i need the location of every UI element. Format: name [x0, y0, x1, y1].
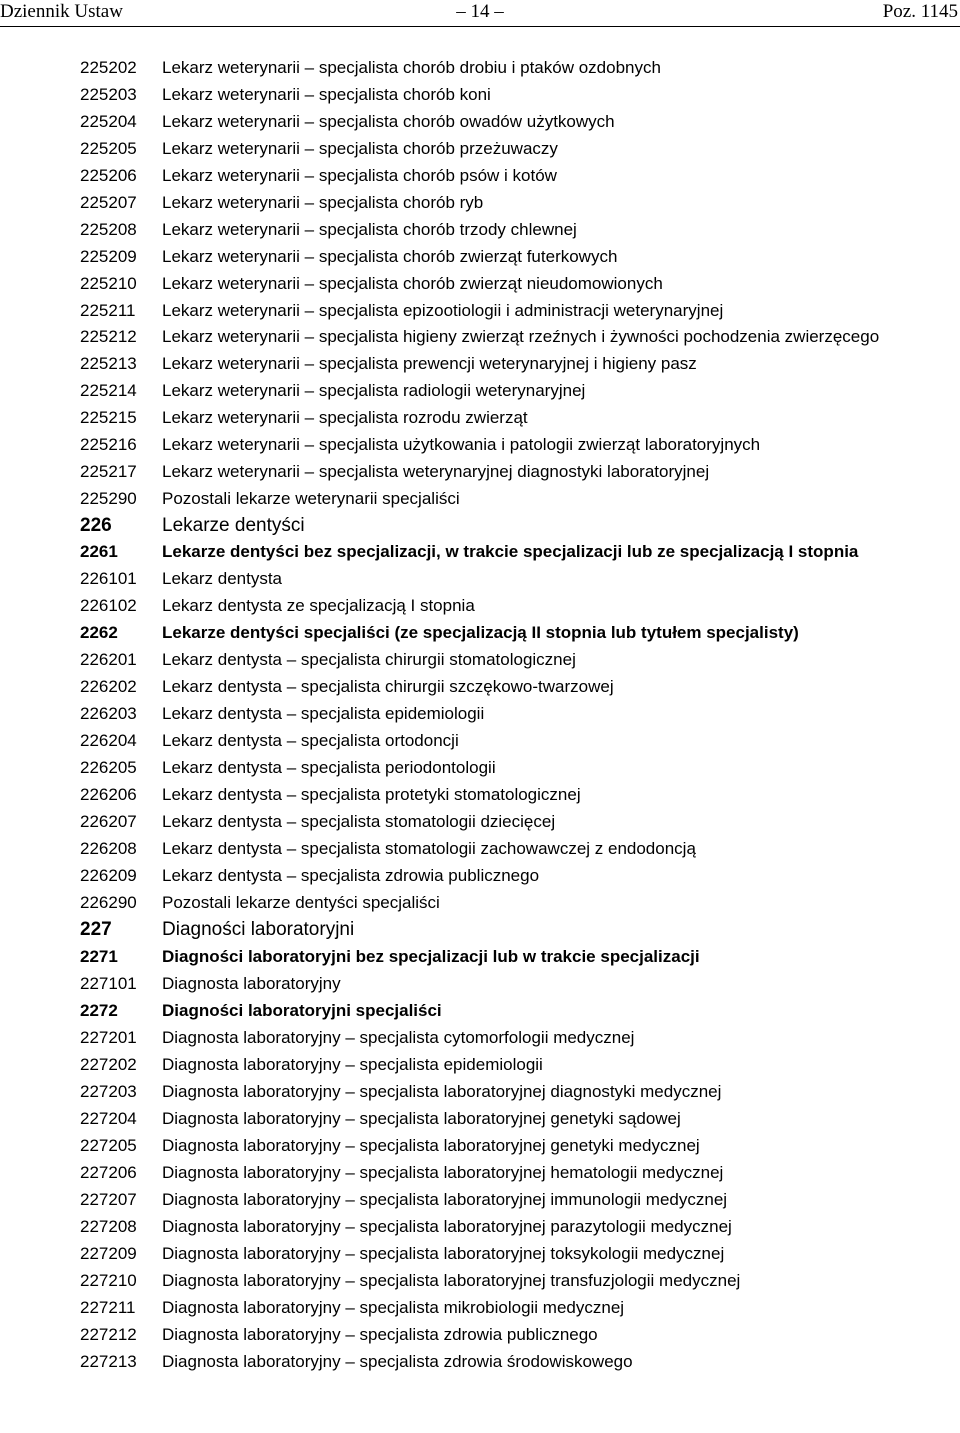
occupation-code: 227101: [80, 974, 137, 993]
list-item: [80, 808, 950, 835]
occupation-code: 225215: [80, 408, 137, 427]
occupation-label: Lekarz dentysta ze specjalizacją I stopnia: [162, 596, 475, 615]
occupation-code: 225207: [80, 193, 137, 212]
occupation-code: 2262: [80, 623, 118, 642]
occupation-label: Diagności laboratoryjni: [162, 919, 355, 940]
occupation-code: 227202: [80, 1055, 137, 1074]
occupation-code: 2272: [80, 1001, 118, 1020]
list-item: [80, 592, 950, 619]
occupation-label: Diagnosta laboratoryjny – specjalista laboratoryjnej transfuzjologii medycznej: [162, 1271, 741, 1290]
subgroup-heading: [80, 619, 950, 646]
occupation-code: 227213: [80, 1352, 137, 1371]
occupation-label: Diagnosta laboratoryjny – specjalista epidemiologii: [162, 1055, 543, 1074]
position-number: Poz. 1145: [882, 1, 958, 22]
list-item: [80, 1105, 950, 1132]
page-number: – 14 –: [456, 1, 504, 22]
list-item: [80, 1186, 950, 1213]
occupation-code: 226205: [80, 758, 137, 777]
occupation-label: Lekarz dentysta – specjalista epidemiologii: [162, 704, 485, 723]
occupation-code: 225214: [80, 381, 137, 400]
list-item: [80, 458, 950, 485]
occupation-code: 225209: [80, 247, 137, 266]
list-item: [80, 189, 950, 216]
occupation-code: 226102: [80, 596, 137, 615]
occupation-code: 227204: [80, 1109, 137, 1128]
subgroup-heading: [80, 943, 950, 970]
occupation-label: Lekarz weterynarii – specjalista epizootiologii i administracji weterynaryjnej: [162, 301, 724, 320]
occupation-code: 226207: [80, 812, 137, 831]
occupation-label: Lekarz weterynarii – specjalista chorób koni: [162, 85, 491, 104]
occupation-code: 227205: [80, 1136, 137, 1155]
list-item: [80, 781, 950, 808]
occupation-code: 225211: [80, 301, 136, 320]
list-item: [80, 1051, 950, 1078]
occupation-label: Lekarz weterynarii – specjalista weterynaryjnej diagnostyki laboratoryjnej: [162, 462, 710, 481]
occupation-label: Diagności laboratoryjni bez specjalizacji lub w trakcie specjalizacji: [162, 947, 700, 966]
list-item: [80, 754, 950, 781]
occupation-label: Pozostali lekarze weterynarii specjaliści: [162, 489, 460, 508]
occupation-label: Lekarz weterynarii – specjalista chorób trzody chlewnej: [162, 220, 577, 239]
list-item: [80, 404, 950, 431]
occupation-label: Diagnosta laboratoryjny – specjalista laboratoryjnej parazytologii medycznej: [162, 1217, 732, 1236]
occupation-code: 226203: [80, 704, 137, 723]
list-item: [80, 350, 950, 377]
occupation-label: Lekarz weterynarii – specjalista higieny zwierząt rzeźnych i żywności pochodzenia zwierzęcego: [162, 327, 880, 346]
occupation-code: 225212: [80, 327, 137, 346]
occupation-code: 226209: [80, 866, 137, 885]
occupation-label: Lekarz weterynarii – specjalista chorób drobiu i ptaków ozdobnych: [162, 58, 661, 77]
list-item: [80, 1294, 950, 1321]
occupation-label: Diagnosta laboratoryjny – specjalista laboratoryjnej diagnostyki medycznej: [162, 1082, 722, 1101]
occupation-code: 225202: [80, 58, 137, 77]
occupation-label: Lekarz dentysta – specjalista zdrowia publicznego: [162, 866, 540, 885]
occupation-label: Lekarz dentysta – specjalista chirurgii stomatologicznej: [162, 650, 576, 669]
occupation-label: Diagnosta laboratoryjny – specjalista cytomorfologii medycznej: [162, 1028, 635, 1047]
group-heading: [80, 916, 950, 943]
subgroup-heading: [80, 997, 950, 1024]
list-item: [80, 162, 950, 189]
list-item: [80, 135, 950, 162]
list-item: [80, 1213, 950, 1240]
list-item: [80, 485, 950, 512]
list-item: [80, 81, 950, 108]
list-item: [80, 835, 950, 862]
occupation-label: Lekarz weterynarii – specjalista użytkowania i patologii zwierząt laboratoryjnych: [162, 435, 761, 454]
occupation-label: Lekarz weterynarii – specjalista prewencji weterynaryjnej i higieny pasz: [162, 354, 697, 373]
occupation-code: 225206: [80, 166, 137, 185]
occupation-code: 227203: [80, 1082, 137, 1101]
occupation-code: 225290: [80, 489, 137, 508]
subgroup-heading: [80, 539, 950, 565]
page-header: [0, 0, 960, 27]
occupation-label: Lekarz dentysta – specjalista ortodoncji: [162, 731, 459, 750]
occupation-label: Lekarze dentyści specjaliści (ze specjalizacją II stopnia lub tytułem specjalisty): [162, 623, 799, 642]
occupation-label: Lekarz weterynarii – specjalista chorób psów i kotów: [162, 166, 557, 185]
occupation-code: 227210: [80, 1271, 137, 1290]
list-item: [80, 646, 950, 673]
occupation-code: 225213: [80, 354, 137, 373]
occupation-label: Lekarz dentysta: [162, 569, 283, 588]
occupation-label: Lekarz weterynarii – specjalista chorób ryb: [162, 193, 484, 212]
occupation-label: Diagnosta laboratoryjny – specjalista zdrowia środowiskowego: [162, 1352, 633, 1371]
occupation-code: 2261: [80, 542, 118, 561]
occupation-label: Lekarz dentysta – specjalista periodontologii: [162, 758, 496, 777]
occupation-code: 225204: [80, 112, 137, 131]
occupation-label: Lekarze dentyści: [162, 515, 305, 536]
occupation-code: 226101: [80, 569, 137, 588]
list-item: [80, 1240, 950, 1267]
occupation-code-list: [80, 54, 950, 1375]
list-item: [80, 431, 950, 458]
occupation-code: 225217: [80, 462, 137, 481]
list-item: [80, 1321, 950, 1348]
list-item: [80, 1078, 950, 1105]
occupation-code: 226206: [80, 785, 137, 804]
occupation-code: 227201: [80, 1028, 137, 1047]
occupation-label: Diagnosta laboratoryjny – specjalista laboratoryjnej hematologii medycznej: [162, 1163, 724, 1182]
list-item: [80, 727, 950, 754]
occupation-label: Diagności laboratoryjni specjaliści: [162, 1001, 442, 1020]
list-item: [80, 377, 950, 404]
journal-title: Dziennik Ustaw: [0, 1, 123, 22]
occupation-code: 227: [80, 919, 112, 940]
occupation-code: 225205: [80, 139, 137, 158]
occupation-code: 226202: [80, 677, 137, 696]
occupation-code: 225216: [80, 435, 137, 454]
list-item: [80, 54, 950, 81]
occupation-code: 225203: [80, 85, 137, 104]
occupation-label: Lekarz weterynarii – specjalista chorób zwierząt nieudomowionych: [162, 274, 663, 293]
occupation-label: Lekarz weterynarii – specjalista chorób zwierząt futerkowych: [162, 247, 618, 266]
occupation-label: Pozostali lekarze dentyści specjaliści: [162, 893, 440, 912]
occupation-code: 227207: [80, 1190, 137, 1209]
occupation-label: Diagnosta laboratoryjny – specjalista laboratoryjnej genetyki sądowej: [162, 1109, 681, 1128]
occupation-code: 227212: [80, 1325, 137, 1344]
list-item: [80, 297, 950, 324]
occupation-label: Diagnosta laboratoryjny – specjalista mikrobiologii medycznej: [162, 1298, 625, 1317]
occupation-code: 226: [80, 515, 112, 536]
list-item: [80, 1159, 950, 1186]
list-item: [80, 565, 950, 592]
occupation-label: Diagnosta laboratoryjny – specjalista laboratoryjnej genetyki medycznej: [162, 1136, 700, 1155]
occupation-label: Diagnosta laboratoryjny – specjalista zdrowia publicznego: [162, 1325, 598, 1344]
occupation-code: 226290: [80, 893, 137, 912]
occupation-code: 227206: [80, 1163, 137, 1182]
occupation-code: 227209: [80, 1244, 137, 1263]
list-item: [80, 270, 950, 297]
occupation-code: 226208: [80, 839, 137, 858]
list-item: [80, 324, 950, 350]
occupation-label: Diagnosta laboratoryjny: [162, 974, 341, 993]
list-item: [80, 700, 950, 727]
occupation-label: Lekarz dentysta – specjalista protetyki stomatologicznej: [162, 785, 581, 804]
occupation-label: Lekarz weterynarii – specjalista chorób owadów użytkowych: [162, 112, 615, 131]
occupation-code: 225210: [80, 274, 137, 293]
list-item: [80, 970, 950, 997]
occupation-code: 227211: [80, 1298, 136, 1317]
occupation-label: Lekarze dentyści bez specjalizacji, w trakcie specjalizacji lub ze specjalizacją I stopnia: [162, 542, 859, 561]
list-item: [80, 862, 950, 889]
list-item: [80, 243, 950, 270]
occupation-label: Lekarz weterynarii – specjalista radiologii weterynaryjnej: [162, 381, 586, 400]
list-item: [80, 1132, 950, 1159]
list-item: [80, 216, 950, 243]
occupation-label: Diagnosta laboratoryjny – specjalista laboratoryjnej toksykologii medycznej: [162, 1244, 725, 1263]
occupation-label: Lekarz dentysta – specjalista chirurgii szczękowo-twarzowej: [162, 677, 614, 696]
occupation-code: 227208: [80, 1217, 137, 1236]
list-item: [80, 1267, 950, 1294]
occupation-label: Lekarz dentysta – specjalista stomatologii zachowawczej z endodoncją: [162, 839, 696, 858]
occupation-label: Lekarz dentysta – specjalista stomatologii dziecięcej: [162, 812, 556, 831]
occupation-code: 226204: [80, 731, 137, 750]
list-item: [80, 1348, 950, 1375]
occupation-label: Lekarz weterynarii – specjalista rozrodu zwierząt: [162, 408, 528, 427]
occupation-code: 225208: [80, 220, 137, 239]
list-item: [80, 108, 950, 135]
occupation-code: 2271: [80, 947, 118, 966]
occupation-label: Lekarz weterynarii – specjalista chorób przeżuwaczy: [162, 139, 558, 158]
list-item: [80, 1024, 950, 1051]
group-heading: [80, 512, 950, 539]
occupation-label: Diagnosta laboratoryjny – specjalista laboratoryjnej immunologii medycznej: [162, 1190, 728, 1209]
list-item: [80, 673, 950, 700]
occupation-code: 226201: [80, 650, 137, 669]
list-item: [80, 889, 950, 916]
